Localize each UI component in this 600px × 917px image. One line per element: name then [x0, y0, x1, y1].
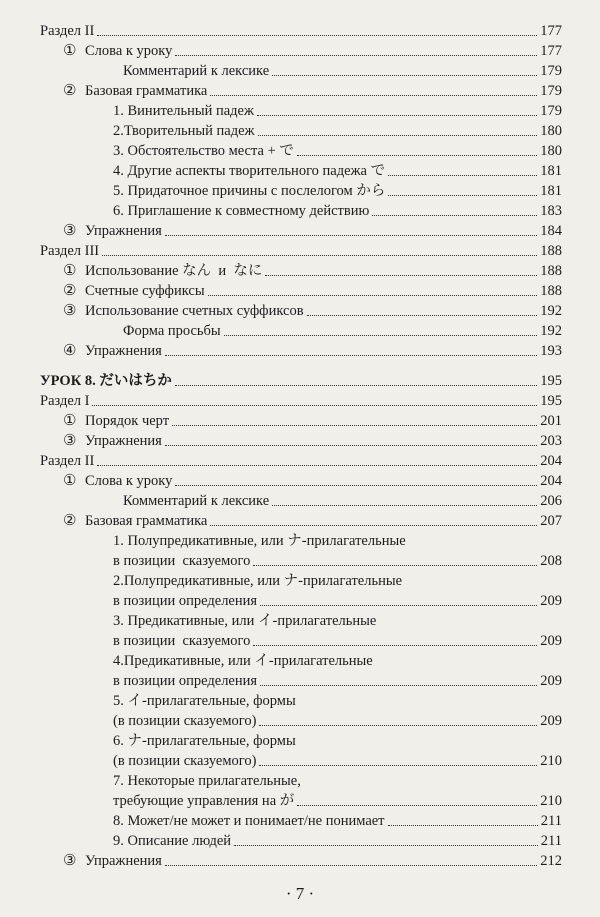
toc-entry [113, 813, 562, 830]
toc-page-number: 177 [540, 43, 562, 59]
toc-page-number: 201 [540, 413, 562, 429]
toc-entry-title: 6. Приглашение к совместному действию [113, 203, 370, 219]
circled-number: ④ [63, 343, 77, 359]
toc-page-number: 179 [540, 103, 562, 119]
dot-leader [97, 35, 537, 36]
dot-leader [372, 215, 537, 216]
toc-page-number: 212 [540, 853, 562, 869]
circled-number: ② [63, 513, 77, 529]
toc-page-number: 188 [540, 283, 562, 299]
dot-leader [165, 865, 537, 866]
toc-entry-title-line1: 1. Полупредикативные, или ナ-прилагательные [113, 533, 406, 549]
toc-entry-title: Порядок черт [85, 413, 170, 429]
dot-leader [253, 645, 537, 646]
dot-leader [272, 75, 537, 76]
circled-number: ① [63, 473, 77, 489]
circled-number: ③ [63, 303, 77, 319]
toc-entry [113, 203, 562, 220]
toc-entry-title: в позиции сказуемого [113, 633, 251, 649]
dot-leader [388, 195, 537, 196]
dot-leader [272, 505, 537, 506]
dot-leader [175, 385, 537, 386]
toc-entry [113, 753, 562, 770]
toc-page-number: 180 [540, 123, 562, 139]
toc-page-number: 184 [540, 223, 562, 239]
toc-entry [113, 183, 562, 200]
dot-leader [97, 465, 537, 466]
dot-leader [102, 255, 537, 256]
dot-leader [175, 485, 537, 486]
toc-page-number: 195 [540, 373, 562, 389]
dot-leader [165, 355, 537, 356]
toc-entry-title: Слова к уроку [85, 43, 173, 59]
dot-leader [253, 565, 537, 566]
toc-entry-title: Упражнения [85, 853, 162, 869]
page-number: · 7 · [285, 884, 315, 903]
toc-page-number: 209 [540, 593, 562, 609]
toc-entry-title: Использование счетных суффиксов [85, 303, 304, 319]
toc-entry [63, 343, 562, 360]
toc-entry-section [40, 393, 562, 410]
toc-entry-title: УРОК 8. だいはちか [40, 373, 172, 389]
dot-leader [234, 845, 538, 846]
toc-page-number: 192 [540, 323, 562, 339]
dot-leader [165, 445, 537, 446]
dot-leader [307, 315, 538, 316]
toc-entry [113, 123, 562, 140]
toc-page-number: 179 [540, 63, 562, 79]
dot-leader [297, 805, 537, 806]
circled-number: ② [63, 283, 77, 299]
toc-entry-title-line1: 2.Полупредикативные, или ナ-прилагательные [113, 573, 403, 589]
toc-page-number: 193 [540, 343, 562, 359]
toc-entry [63, 413, 562, 430]
circled-number: ③ [63, 853, 77, 869]
toc-page-number: 211 [540, 833, 562, 849]
toc-entry-title: в позиции сказуемого [113, 553, 251, 569]
toc-entry [123, 63, 562, 80]
toc-page-number: 195 [540, 393, 562, 409]
dot-leader [92, 405, 537, 406]
toc-page-number: 181 [540, 163, 562, 179]
toc-entry [63, 263, 562, 280]
toc-entry-title: Слова к уроку [85, 473, 173, 489]
toc-entry [63, 223, 562, 240]
toc-page-number: 179 [540, 83, 562, 99]
toc-entry-title: 9. Описание людей [113, 833, 232, 849]
toc-entry [63, 43, 562, 60]
dot-leader [257, 115, 537, 116]
toc-entry-title: 2.Творительный падеж [113, 123, 255, 139]
dot-leader [260, 685, 537, 686]
toc-entry-section [40, 453, 562, 470]
toc-entry [113, 713, 562, 730]
toc-entry-title: Базовая грамматика [85, 513, 208, 529]
toc-entry-title: Счетные суффиксы [85, 283, 205, 299]
toc-entry [63, 303, 562, 320]
toc-entry-title-line1: 4.Предикативные, или イ-прилагательные [113, 653, 373, 669]
dot-leader [165, 235, 537, 236]
toc-entry [123, 493, 562, 510]
toc-page-number: 207 [540, 513, 562, 529]
toc-entry [113, 143, 562, 160]
toc-page-number: 188 [540, 243, 562, 259]
toc-page-number: 204 [540, 453, 562, 469]
toc-page-number: 181 [540, 183, 562, 199]
toc-page-number: 204 [540, 473, 562, 489]
toc-entry-title-line1: 7. Некоторые прилагательные, [113, 773, 301, 789]
toc-page-number: 210 [540, 753, 562, 769]
toc-entry [113, 793, 562, 810]
toc-page-number: 208 [540, 553, 562, 569]
dot-leader [208, 295, 538, 296]
toc-entry [63, 513, 562, 530]
dot-leader [224, 335, 538, 336]
circled-number: ③ [63, 223, 77, 239]
toc-entry-title: Базовая грамматика [85, 83, 208, 99]
toc-entry-title: Раздел I [40, 393, 90, 409]
toc-entry-title: Форма просьбы [123, 323, 221, 339]
toc-page-number: 209 [540, 633, 562, 649]
dot-leader [388, 175, 537, 176]
dot-leader [297, 155, 537, 156]
toc-entry [113, 593, 562, 610]
toc-entry-title: Комментарий к лексике [123, 493, 270, 509]
dot-leader [388, 825, 538, 826]
toc-entry-title: Раздел III [40, 243, 100, 259]
toc-entry [113, 833, 562, 850]
dot-leader [258, 135, 538, 136]
toc-entry-title-line1: 5. イ-прилагательные, формы [113, 693, 296, 709]
toc-entry-title: в позиции определения [113, 673, 258, 689]
dot-leader [210, 525, 537, 526]
circled-number: ① [63, 263, 77, 279]
toc-page-number: 206 [540, 493, 562, 509]
toc-entry-title: Упражнения [85, 433, 162, 449]
toc-entry-title: требующие управления на が [113, 793, 295, 809]
toc-entry [63, 283, 562, 300]
toc-entry-title: 4. Другие аспекты творительного падежа で [113, 163, 386, 179]
toc-entry-title: Раздел II [40, 453, 95, 469]
toc-entry-title: 5. Придаточное причины с послелогом から [113, 183, 386, 199]
toc-entry-title: Использование なん и なに [85, 263, 263, 279]
toc-page-number: 183 [540, 203, 562, 219]
toc-entry [113, 103, 562, 120]
circled-number: ① [63, 413, 77, 429]
toc-entry-title: Комментарий к лексике [123, 63, 270, 79]
dot-leader [259, 725, 537, 726]
toc-entry-lesson [40, 373, 562, 390]
dot-leader [259, 765, 537, 766]
toc-page-number: 209 [540, 713, 562, 729]
toc-page-number: 177 [540, 23, 562, 39]
toc-entry [113, 633, 562, 650]
toc-entry [63, 473, 562, 490]
circled-number: ② [63, 83, 77, 99]
toc-entry [113, 673, 562, 690]
toc-page-number: 210 [540, 793, 562, 809]
dot-leader [175, 55, 537, 56]
circled-number: ③ [63, 433, 77, 449]
dot-leader [265, 275, 537, 276]
toc-entry-title: (в позиции сказуемого) [113, 713, 257, 729]
toc-page-number: 180 [540, 143, 562, 159]
toc-entry-title: (в позиции сказуемого) [113, 753, 257, 769]
toc-entry-title: 1. Винительный падеж [113, 103, 254, 119]
toc-entry-title: Упражнения [85, 223, 162, 239]
toc-entry-title: Упражнения [85, 343, 162, 359]
toc-page-number: 211 [540, 813, 562, 829]
toc-entry-title: 3. Обстоятельство места + で [113, 143, 294, 159]
toc-page-number: 203 [540, 433, 562, 449]
toc-entry-title: Раздел II [40, 23, 95, 39]
dot-leader [172, 425, 537, 426]
toc-entry-section [40, 243, 562, 260]
toc-entry [63, 83, 562, 100]
toc-entry-section [40, 23, 562, 40]
toc-entry [113, 553, 562, 570]
circled-number: ① [63, 43, 77, 59]
dot-leader [260, 605, 537, 606]
toc-entry [123, 323, 562, 340]
toc-entry [63, 853, 562, 870]
toc-page-number: 188 [540, 263, 562, 279]
toc-page-number: 209 [540, 673, 562, 689]
toc-page-number: 192 [540, 303, 562, 319]
toc-entry [63, 433, 562, 450]
dot-leader [210, 95, 537, 96]
toc-entry-title: в позиции определения [113, 593, 258, 609]
toc-entry [113, 163, 562, 180]
toc-entry-title-line1: 3. Предикативные, или イ-прилагательные [113, 613, 377, 629]
toc-entry-title: 8. Может/не может и понимает/не понимает [113, 813, 385, 829]
toc-entry-title-line1: 6. ナ-прилагательные, формы [113, 733, 296, 749]
